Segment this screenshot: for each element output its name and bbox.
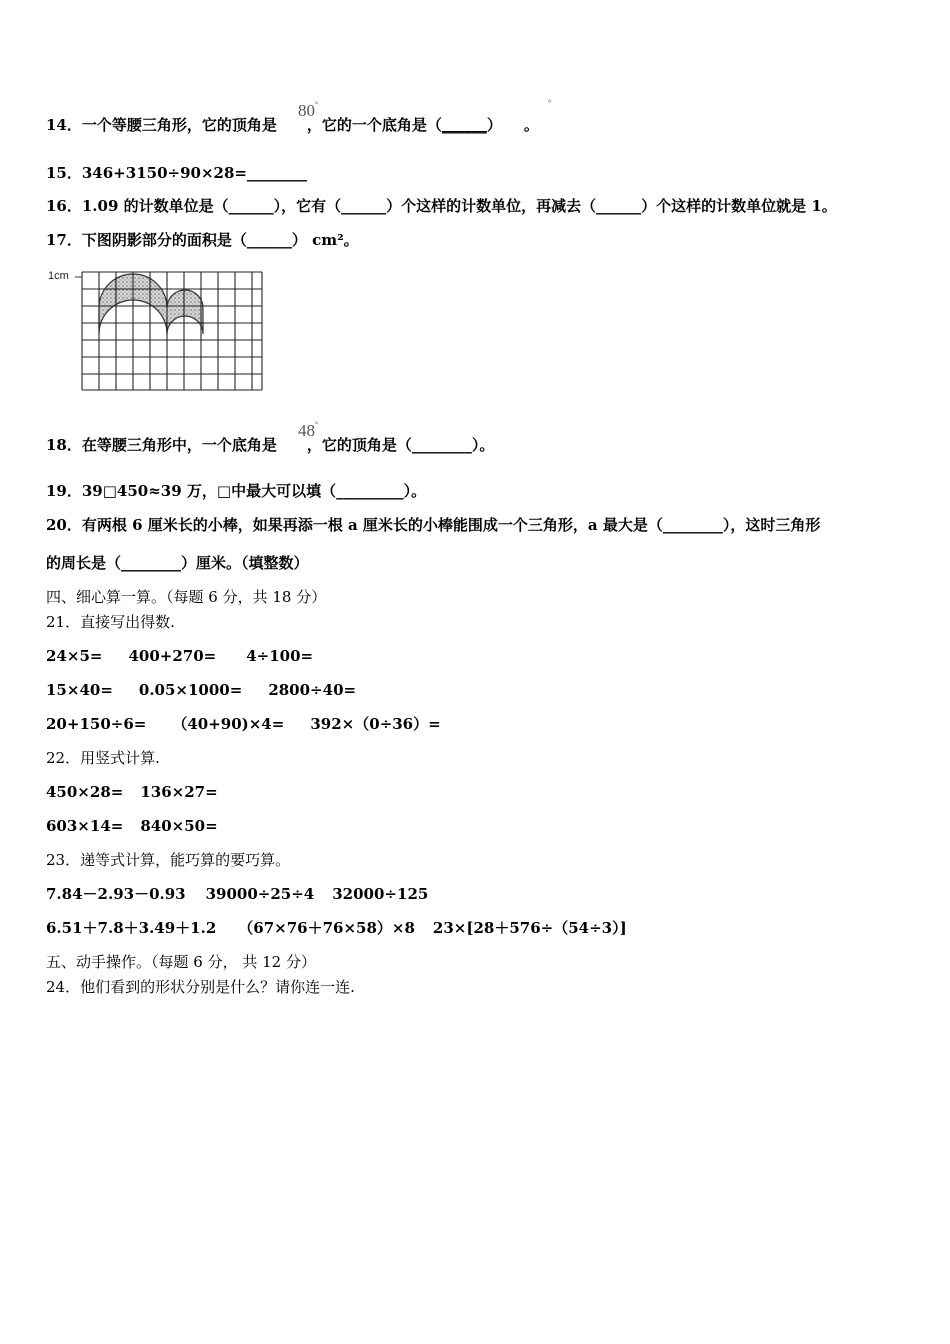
q21-item: 4÷100=	[246, 647, 314, 665]
q21-item: 15×40=	[46, 681, 113, 699]
question-23-title: 23．递等式计算，能巧算的要巧算。	[46, 851, 291, 869]
q22-row-1	[46, 782, 218, 802]
q23-item: 6.51＋7.8＋3.49＋1.2	[46, 919, 217, 937]
q22-item: 136×27=	[140, 783, 218, 801]
question-18	[46, 435, 494, 455]
q22-item: 603×14=	[46, 817, 124, 835]
q21-item: 400+270=	[128, 647, 217, 665]
q23-item: 32000÷125	[332, 885, 429, 903]
question-15: 15．346+3150÷90×28=________	[46, 164, 307, 182]
q21-item: 24×5=	[46, 647, 103, 665]
q21-item: 0.05×1000=	[138, 681, 243, 699]
q21-item: 2800÷40=	[268, 681, 357, 699]
q21-item: （40+90)×4=	[172, 715, 285, 733]
q23-row-2	[46, 918, 627, 938]
q22-row-2	[46, 816, 218, 836]
question-24: 24．他们看到的形状分别是什么？请你连一连.	[46, 978, 355, 996]
section-5-title: 五、动手操作。（每题 6 分， 共 12 分）	[46, 953, 316, 971]
question-17: 17．下图阴影部分的面积是（______） cm²。	[46, 231, 359, 249]
q21-item: 392×（0÷36）=	[310, 715, 441, 733]
q23-item: 39000÷25÷4	[205, 885, 315, 903]
q14-end: 。	[523, 116, 539, 134]
q14-angle: 80°	[298, 100, 319, 120]
shaded-region	[99, 274, 203, 334]
q14-prefix: 14．一个等腰三角形，它的顶角是	[46, 116, 277, 134]
q23-item: 7.84－2.93－0.93	[46, 885, 186, 903]
q14-blank: ______	[441, 116, 487, 134]
q18-suffix: ，它的顶角是（________）。	[306, 436, 495, 454]
q22-item: 840×50=	[140, 817, 218, 835]
q18-prefix: 18．在等腰三角形中，一个底角是	[46, 436, 277, 454]
q14-suffix: ）	[486, 116, 502, 134]
q22-item: 450×28=	[46, 783, 124, 801]
q23-item: （67×76＋76×58）×8	[238, 919, 415, 937]
q21-item: 20+150÷6=	[46, 715, 147, 733]
q21-row-2	[46, 680, 356, 700]
question-20-line-2: 的周长是（________）厘米。（填整数）	[46, 554, 309, 572]
question-20-line-1: 20．有两根 6 厘米长的小棒，如果再添一根 a 厘米长的小棒能围成一个三角形，a 最大是（________），这时三角形	[46, 516, 821, 534]
q14-small-degree: °	[548, 98, 552, 108]
section-4-title: 四、细心算一算。（每题 6 分，共 18 分）	[46, 588, 327, 606]
question-22-title: 22．用竖式计算.	[46, 749, 160, 767]
grid-scale-label: 1cm	[48, 270, 69, 282]
q23-item: 23×[28＋576÷（54÷3）]	[432, 919, 627, 937]
question-21-title: 21．直接写出得数.	[46, 613, 175, 631]
q23-row-1	[46, 884, 428, 904]
question-16: 16．1.09 的计数单位是（______），它有（______）个这样的计数单位，再减去（______）个这样的计数单位就是 1。	[46, 197, 837, 215]
q21-row-1	[46, 646, 313, 666]
question-14	[46, 115, 539, 135]
shaded-area-grid-figure	[46, 265, 271, 395]
question-19: 19．39□450≈39 万，□中最大可以填（_________）。	[46, 482, 427, 500]
q14-middle: ，它的一个底角是（	[306, 116, 442, 134]
q21-row-3	[46, 714, 441, 734]
q18-angle: 48°	[298, 420, 319, 440]
